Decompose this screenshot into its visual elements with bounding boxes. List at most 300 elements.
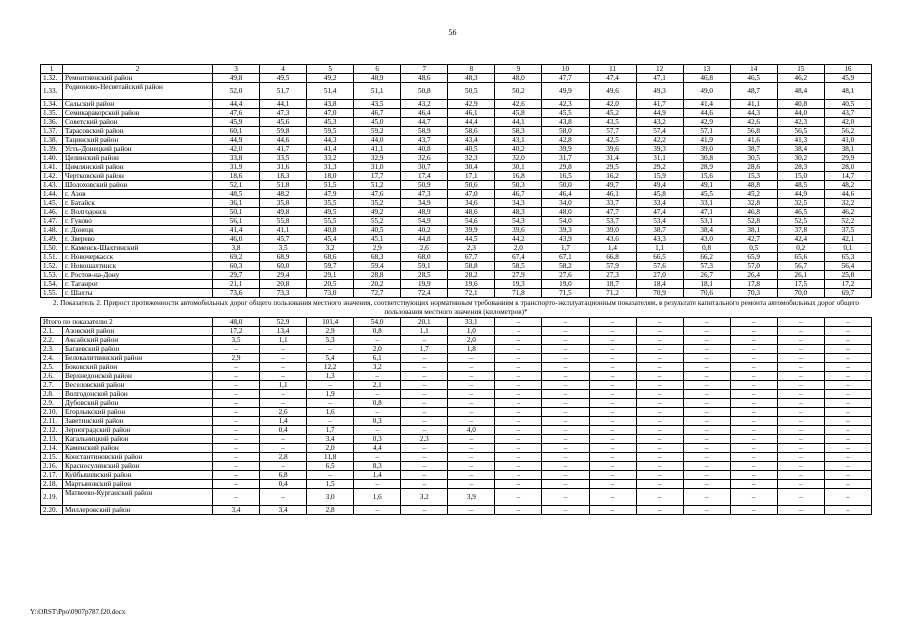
table-cell: – — [542, 453, 589, 462]
table-cell: – — [777, 489, 824, 506]
table-cell: – — [213, 444, 260, 453]
table-cell: 39,0 — [589, 226, 636, 235]
table-cell: 29,9 — [824, 154, 871, 163]
table-cell: 44,6 — [683, 109, 730, 118]
table-cell: 1.44. — [41, 190, 63, 199]
table-cell: – — [683, 417, 730, 426]
table-cell: г. Азов — [63, 190, 213, 199]
table-cell: – — [589, 444, 636, 453]
table-cell: 2.10. — [41, 408, 63, 417]
table-row — [41, 408, 872, 417]
table-cell: 11 — [589, 65, 636, 74]
table-cell: 56,5 — [777, 127, 824, 136]
table-cell: 0,8 — [354, 399, 401, 408]
table-cell: 0,8 — [354, 327, 401, 336]
table-cell: – — [401, 417, 448, 426]
table-cell: – — [213, 399, 260, 408]
table-cell: 48,5 — [777, 181, 824, 190]
table-cell: 39,9 — [448, 226, 495, 235]
table-cell: 13,4 — [260, 327, 307, 336]
table-cell: 54,6 — [448, 217, 495, 226]
table-cell: 47,6 — [354, 190, 401, 199]
table-cell: 43,8 — [542, 118, 589, 127]
table-cell: 44,4 — [213, 100, 260, 109]
table-cell: 1,4 — [260, 417, 307, 426]
table-cell: 41,4 — [307, 145, 354, 154]
table-cell: 48,9 — [401, 208, 448, 217]
table-cell: 42,6 — [730, 118, 777, 127]
table-cell: 1.47. — [41, 217, 63, 226]
table-cell: – — [401, 408, 448, 417]
table-cell: 46,1 — [589, 190, 636, 199]
table-cell: 40,5 — [354, 226, 401, 235]
table-cell: 19,6 — [448, 280, 495, 289]
table-cell: 40,5 — [448, 145, 495, 154]
table-cell: 1.49. — [41, 235, 63, 244]
table-cell: 51,5 — [307, 181, 354, 190]
table-cell: 30,4 — [448, 163, 495, 172]
table-cell: – — [589, 363, 636, 372]
table-cell: 2.5. — [41, 363, 63, 372]
table-cell: 46,4 — [401, 109, 448, 118]
table-cell: 2.16. — [41, 462, 63, 471]
table-cell: 41,1 — [260, 226, 307, 235]
table-cell: 31,9 — [213, 163, 260, 172]
table-cell: – — [636, 444, 683, 453]
table-cell: 41,1 — [354, 145, 401, 154]
table-cell: – — [401, 453, 448, 462]
table-cell: – — [213, 363, 260, 372]
table-cell: г. Таганрог — [63, 280, 213, 289]
table-cell: – — [495, 390, 542, 399]
table-cell: 45,3 — [307, 118, 354, 127]
table-cell: 16,5 — [542, 172, 589, 181]
table-cell: 42,0 — [589, 100, 636, 109]
table-cell: 59,8 — [260, 127, 307, 136]
table-cell: 12 — [636, 65, 683, 74]
table-cell: – — [495, 399, 542, 408]
table-cell: – — [777, 390, 824, 399]
table-cell: – — [589, 453, 636, 462]
table-cell: 56,2 — [824, 127, 871, 136]
table-cell: – — [589, 462, 636, 471]
table-cell: – — [730, 372, 777, 381]
table-cell: – — [730, 336, 777, 345]
table-row — [41, 127, 872, 136]
table-cell: 2 — [63, 65, 213, 74]
table-cell: 58,9 — [401, 127, 448, 136]
table-cell: – — [448, 354, 495, 363]
table-cell: – — [730, 426, 777, 435]
table-cell: Аксайский район — [63, 336, 213, 345]
table-cell: – — [589, 372, 636, 381]
table-cell: 31,6 — [260, 163, 307, 172]
table-cell: 47,3 — [260, 109, 307, 118]
table-cell: – — [401, 462, 448, 471]
table-cell: 57,7 — [589, 127, 636, 136]
table-cell: 29,8 — [542, 163, 589, 172]
table-cell: 46,7 — [495, 190, 542, 199]
table-row — [41, 399, 872, 408]
table-row — [41, 471, 872, 480]
table-cell: 48,5 — [213, 190, 260, 199]
table-cell: 21,1 — [213, 280, 260, 289]
table-cell: – — [683, 506, 730, 515]
table-cell: 49,4 — [636, 181, 683, 190]
table-cell: 43,4 — [448, 136, 495, 145]
table-cell: 3,4 — [260, 506, 307, 515]
table-cell: Верхнедонской район — [63, 372, 213, 381]
table-cell: 52,8 — [730, 217, 777, 226]
table-cell: Тарасовский район — [63, 127, 213, 136]
table-cell: 33,8 — [213, 154, 260, 163]
table-cell: 38,7 — [636, 226, 683, 235]
table-cell: 45,9 — [824, 74, 871, 83]
table-cell: 1,8 — [448, 345, 495, 354]
table-cell: – — [636, 471, 683, 480]
table-cell: 42,5 — [589, 136, 636, 145]
table-cell: – — [777, 345, 824, 354]
table-cell: 45,5 — [542, 109, 589, 118]
table-cell: 46,8 — [730, 208, 777, 217]
table-cell: 33,4 — [636, 199, 683, 208]
table-cell: 41,0 — [824, 136, 871, 145]
table-cell: 59,7 — [307, 262, 354, 271]
table-cell: 52,0 — [213, 83, 260, 100]
table-cell: – — [824, 489, 871, 506]
table-cell: 1.36. — [41, 118, 63, 127]
table-cell: – — [401, 336, 448, 345]
table-cell: 50,3 — [495, 181, 542, 190]
table-cell: – — [683, 327, 730, 336]
table-cell: – — [683, 408, 730, 417]
table-cell: 3 — [213, 65, 260, 74]
table-cell: – — [777, 336, 824, 345]
table-cell: – — [777, 408, 824, 417]
table-cell: – — [495, 363, 542, 372]
table-row — [41, 74, 872, 83]
table-cell: – — [401, 390, 448, 399]
table-cell: 19,0 — [542, 280, 589, 289]
table-cell: – — [260, 489, 307, 506]
table-cell: 65,3 — [824, 253, 871, 262]
table-cell: 50,2 — [495, 83, 542, 100]
table-cell: Зерноградский район — [63, 426, 213, 435]
table-cell: 69,7 — [824, 289, 871, 298]
table-cell: 20,2 — [354, 280, 401, 289]
table-cell: 43,9 — [542, 235, 589, 244]
table-cell: – — [824, 417, 871, 426]
table-cell: – — [213, 462, 260, 471]
table-cell: – — [636, 318, 683, 327]
table-cell: 41,7 — [636, 100, 683, 109]
table-cell: 28,9 — [683, 163, 730, 172]
table-cell: 47,6 — [213, 109, 260, 118]
table-cell: – — [683, 381, 730, 390]
table-cell: – — [730, 462, 777, 471]
table-cell: 46,7 — [354, 109, 401, 118]
table-cell: – — [824, 336, 871, 345]
table-cell: 2.1. — [41, 327, 63, 336]
table-cell: 56,8 — [730, 127, 777, 136]
table-cell: 3,2 — [307, 244, 354, 253]
table-cell: Семикаракорский район — [63, 109, 213, 118]
table-cell: 60,0 — [260, 262, 307, 271]
table-cell: 40,2 — [495, 145, 542, 154]
table-cell: – — [448, 399, 495, 408]
table-cell: 44,9 — [636, 109, 683, 118]
table-cell: 49,3 — [636, 83, 683, 100]
page-number: 56 — [448, 28, 457, 37]
table-cell: 13 — [683, 65, 730, 74]
table-cell: 48,8 — [730, 181, 777, 190]
table-cell: 2.20. — [41, 506, 63, 515]
table-cell: 43,2 — [401, 100, 448, 109]
table-cell: – — [730, 318, 777, 327]
table-cell: 49,0 — [683, 83, 730, 100]
table-cell: 1.33. — [41, 83, 63, 100]
table-cell: 2,8 — [260, 453, 307, 462]
table-cell: 2,8 — [307, 506, 354, 515]
table-cell: 16,8 — [495, 172, 542, 181]
table-cell: – — [495, 435, 542, 444]
table-cell: 1,1 — [260, 336, 307, 345]
table-cell: 67,7 — [448, 253, 495, 262]
table-cell: 2.2. — [41, 336, 63, 345]
table-cell: 0,2 — [777, 244, 824, 253]
table-row — [41, 145, 872, 154]
table-row — [41, 235, 872, 244]
table-cell: – — [448, 435, 495, 444]
table-cell: 42,0 — [824, 118, 871, 127]
table-cell: – — [213, 372, 260, 381]
table-row — [41, 217, 872, 226]
table-cell: 1.41. — [41, 163, 63, 172]
table-cell: – — [448, 372, 495, 381]
table-cell: 58,0 — [542, 127, 589, 136]
table-cell: 46,8 — [683, 74, 730, 83]
table-cell: 45,7 — [260, 235, 307, 244]
table-cell: 50,6 — [448, 181, 495, 190]
table-cell: 29,4 — [260, 271, 307, 280]
table-cell: 65,9 — [730, 253, 777, 262]
table-cell: – — [824, 435, 871, 444]
table-cell: 40,8 — [307, 226, 354, 235]
table-cell: 38,7 — [730, 145, 777, 154]
table-cell: – — [260, 354, 307, 363]
table-cell: 43,8 — [307, 100, 354, 109]
table-cell: – — [636, 435, 683, 444]
table-cell: 45,9 — [213, 118, 260, 127]
table-cell: 0,5 — [730, 244, 777, 253]
table-cell: 70,9 — [636, 289, 683, 298]
table-row — [41, 100, 872, 109]
table-cell: 3,9 — [448, 489, 495, 506]
table-cell: – — [589, 390, 636, 399]
table-cell: – — [354, 453, 401, 462]
table-cell: Дубовский район — [63, 399, 213, 408]
table-cell: 4,0 — [448, 426, 495, 435]
table-cell: 47,4 — [589, 74, 636, 83]
table-cell: 10 — [542, 65, 589, 74]
table-cell: 32,5 — [777, 199, 824, 208]
table-cell: 60,3 — [213, 262, 260, 271]
table-cell: 0,1 — [824, 244, 871, 253]
table-cell: 44,1 — [260, 100, 307, 109]
table-cell: 39,3 — [636, 145, 683, 154]
table-cell: 1.34. — [41, 100, 63, 109]
table-cell: 25,8 — [824, 271, 871, 280]
table-cell: 17,2 — [824, 280, 871, 289]
table-cell: – — [777, 471, 824, 480]
table-cell: 42,9 — [448, 100, 495, 109]
table-cell: – — [542, 345, 589, 354]
table-cell: 72,1 — [448, 289, 495, 298]
table-cell: 47,9 — [307, 190, 354, 199]
table-cell: 49,6 — [589, 83, 636, 100]
table-cell: – — [401, 381, 448, 390]
table-cell: 26,1 — [777, 271, 824, 280]
table-cell: – — [448, 480, 495, 489]
table-cell: – — [730, 435, 777, 444]
table-cell: – — [683, 345, 730, 354]
table-cell: 0,3 — [354, 417, 401, 426]
table-row — [41, 345, 872, 354]
table-cell: 57,3 — [683, 262, 730, 271]
table-cell: 50,5 — [448, 83, 495, 100]
table-cell: 28,3 — [777, 163, 824, 172]
table-cell: Мартыновский район — [63, 480, 213, 489]
table-cell: 47,1 — [683, 208, 730, 217]
table-cell: 47,7 — [589, 208, 636, 217]
table-cell: – — [213, 390, 260, 399]
table-cell: 70,6 — [683, 289, 730, 298]
table-row — [41, 109, 872, 118]
table-cell: – — [683, 444, 730, 453]
table-cell: – — [824, 399, 871, 408]
table-cell: 48,4 — [777, 83, 824, 100]
table-cell: – — [495, 417, 542, 426]
table-cell: 2,0 — [354, 345, 401, 354]
table-cell: Заветинский район — [63, 417, 213, 426]
table-cell: 43,3 — [636, 235, 683, 244]
table-cell: Советский район — [63, 118, 213, 127]
table-cell: – — [824, 444, 871, 453]
table-cell: 30,8 — [683, 154, 730, 163]
table-cell: – — [824, 354, 871, 363]
table-cell: 45,2 — [730, 190, 777, 199]
table-cell: – — [589, 480, 636, 489]
table-cell: 17,4 — [401, 172, 448, 181]
table-cell: 58,5 — [495, 262, 542, 271]
table-cell: – — [589, 381, 636, 390]
table-cell: 2.3. — [41, 345, 63, 354]
table-cell: 46,5 — [777, 208, 824, 217]
table-cell: 2,0 — [307, 444, 354, 453]
table-cell: 52,5 — [777, 217, 824, 226]
table-cell: – — [495, 444, 542, 453]
table-cell: 15,0 — [777, 172, 824, 181]
table-cell: 37,8 — [777, 226, 824, 235]
table-cell: 31,0 — [354, 163, 401, 172]
table-cell: 41,1 — [730, 100, 777, 109]
table-cell: 51,2 — [354, 181, 401, 190]
table-cell: – — [589, 506, 636, 515]
table-cell: – — [683, 489, 730, 506]
table-cell: – — [401, 506, 448, 515]
table-cell: – — [260, 345, 307, 354]
table-row — [41, 172, 872, 181]
table-cell: 32,8 — [730, 199, 777, 208]
table-cell: 2,1 — [354, 381, 401, 390]
table-row — [41, 480, 872, 489]
table-cell: 45,1 — [354, 235, 401, 244]
table-cell: 31,3 — [307, 163, 354, 172]
table-cell: 44,3 — [307, 136, 354, 145]
table-cell: 44,1 — [495, 118, 542, 127]
table-cell: – — [730, 444, 777, 453]
table-cell: 18,7 — [589, 280, 636, 289]
table-cell: 2.9. — [41, 399, 63, 408]
table-cell: 29,7 — [213, 271, 260, 280]
table-cell: – — [824, 363, 871, 372]
table-cell: 14,7 — [824, 172, 871, 181]
table-cell: – — [401, 399, 448, 408]
table-cell: 60,1 — [213, 127, 260, 136]
table-cell: 71,5 — [542, 289, 589, 298]
table-cell: 15 — [777, 65, 824, 74]
table-cell: 44,6 — [260, 136, 307, 145]
table-cell: 49,1 — [683, 181, 730, 190]
table-cell: Чертковский район — [63, 172, 213, 181]
table-cell: 4,4 — [354, 444, 401, 453]
table-cell: 48,6 — [401, 74, 448, 83]
table-cell: 43,7 — [401, 136, 448, 145]
table-cell: – — [401, 426, 448, 435]
table-cell: Матвеево-Курганский район — [63, 489, 213, 506]
table-cell: – — [448, 471, 495, 480]
table-cell: – — [636, 399, 683, 408]
table-cell: – — [636, 372, 683, 381]
table-cell: 1 — [41, 65, 63, 74]
table-cell: 46,2 — [777, 74, 824, 83]
table-cell: – — [260, 462, 307, 471]
table-cell: 73,6 — [213, 289, 260, 298]
table-cell: – — [213, 453, 260, 462]
table-cell: – — [307, 345, 354, 354]
table-cell: 2,0 — [448, 336, 495, 345]
table-cell: Ремонтненский район — [63, 74, 213, 83]
table-cell: – — [777, 426, 824, 435]
table-cell: 48,0 — [542, 208, 589, 217]
table-cell: 49,7 — [589, 181, 636, 190]
table-cell: – — [636, 489, 683, 506]
table-cell: 1,7 — [401, 345, 448, 354]
table-cell: – — [777, 354, 824, 363]
table-cell: 41,4 — [213, 226, 260, 235]
table-cell: 46,4 — [542, 190, 589, 199]
table-cell: – — [589, 417, 636, 426]
table-cell: 38,4 — [777, 145, 824, 154]
table-cell: – — [683, 399, 730, 408]
table-cell: Цимлянский район — [63, 163, 213, 172]
table-cell: 1.53. — [41, 271, 63, 280]
table-cell: – — [777, 453, 824, 462]
table-cell: 42,0 — [213, 145, 260, 154]
table-cell: 38,1 — [824, 145, 871, 154]
table-cell: – — [542, 363, 589, 372]
table-cell: 2,9 — [307, 327, 354, 336]
